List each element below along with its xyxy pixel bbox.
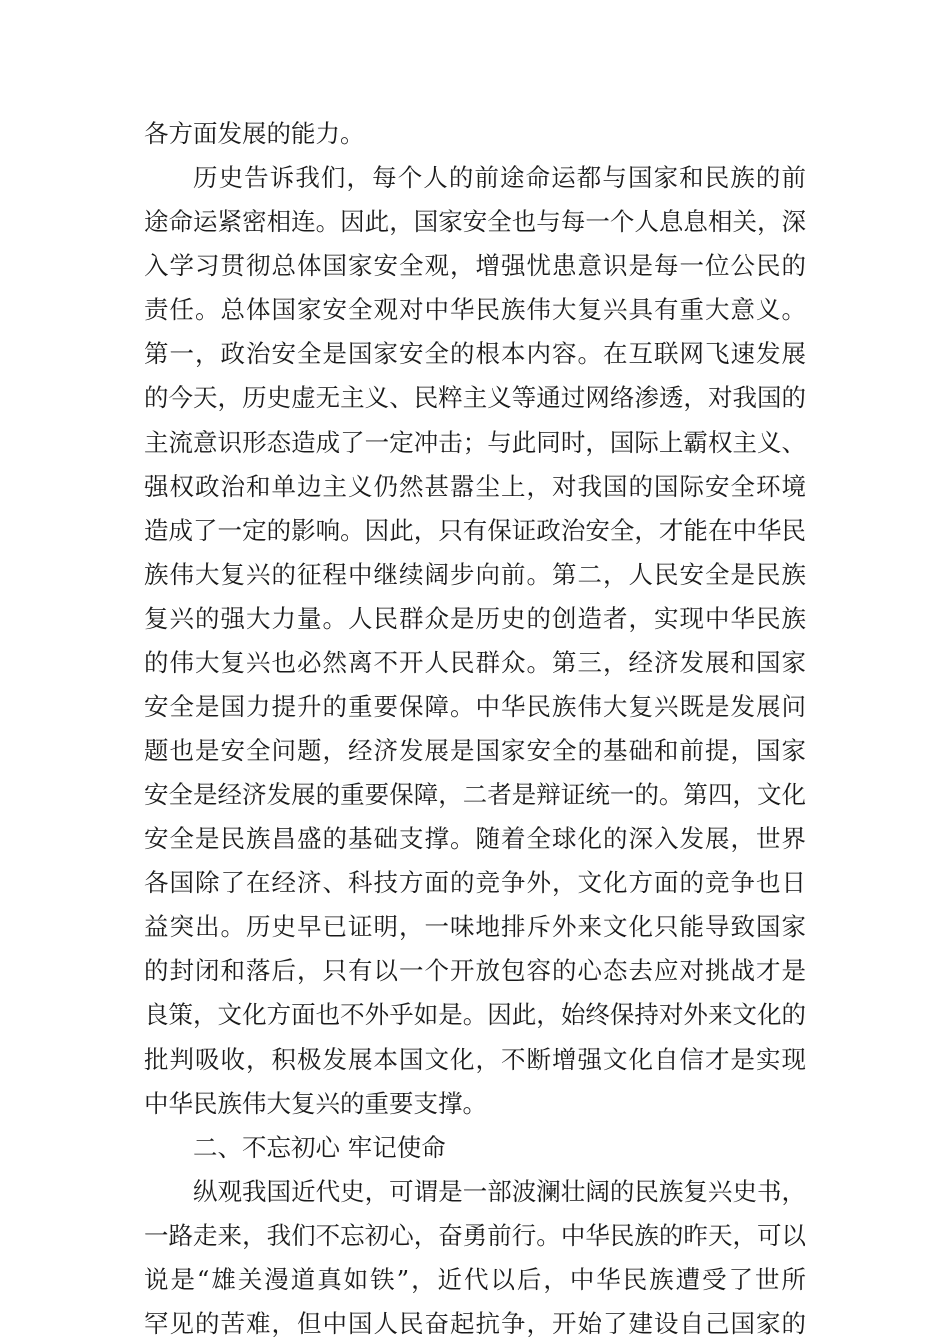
- text-line: 安全是国力提升的重要保障。中华民族伟大复兴既是发展问: [144, 692, 806, 721]
- text-line: 第一，政治安全是国家安全的根本内容。在互联网飞速发展: [144, 339, 806, 368]
- paragraph-first-line: 纵观我国近代史，可谓是一部波澜壮阔的民族复兴史书，: [193, 1177, 806, 1206]
- text-line: 的封闭和落后，只有以一个开放包容的心态去应对挑战才是: [144, 956, 806, 985]
- text-line: 安全是经济发展的重要保障，二者是辩证统一的。第四，文化: [144, 780, 806, 809]
- text-line: 良策，文化方面也不外乎如是。因此，始终保持对外来文化的: [144, 1000, 806, 1029]
- text-line: 主流意识形态造成了一定冲击；与此同时，国际上霸权主义、: [144, 428, 806, 457]
- text-line: 罕见的苦难，但中国人民奋起抗争，开始了建设自己国家的: [144, 1309, 806, 1338]
- text-line: 的今天，历史虚无主义、民粹主义等通过网络渗透，对我国的: [144, 383, 806, 412]
- text-line: 复兴的强大力量。人民群众是历史的创造者，实现中华民族: [144, 604, 806, 633]
- text-line: 说是“雄关漫道真如铁”，近代以后，中华民族遭受了世所: [144, 1265, 806, 1294]
- text-line: 强权政治和单边主义仍然甚嚣尘上，对我国的国际安全环境: [144, 472, 806, 501]
- text-line: 途命运紧密相连。因此，国家安全也与每一个人息息相关，深: [144, 207, 806, 236]
- text-line: 责任。总体国家安全观对中华民族伟大复兴具有重大意义。: [144, 295, 806, 324]
- text-line: 各国除了在经济、科技方面的竞争外，文化方面的竞争也日: [144, 868, 806, 897]
- text-line: 一路走来，我们不忘初心，奋勇前行。中华民族的昨天，可以: [144, 1221, 806, 1250]
- text-line: 题也是安全问题，经济发展是国家安全的基础和前提，国家: [144, 736, 806, 765]
- text-line: 各方面发展的能力。: [144, 119, 365, 148]
- text-line: 的伟大复兴也必然离不开人民群众。第三，经济发展和国家: [144, 648, 806, 677]
- text-line: 造成了一定的影响。因此，只有保证政治安全，才能在中华民: [144, 516, 806, 545]
- text-line: 益突出。历史早已证明，一味地排斥外来文化只能导致国家: [144, 912, 806, 941]
- text-line: 批判吸收，积极发展本国文化，不断增强文化自信才是实现: [144, 1045, 806, 1074]
- text-line: 安全是民族昌盛的基础支撑。随着全球化的深入发展，世界: [144, 824, 806, 853]
- paragraph-first-line: 历史告诉我们，每个人的前途命运都与国家和民族的前: [193, 163, 806, 192]
- text-line: 入学习贯彻总体国家安全观，增强忧患意识是每一位公民的: [144, 251, 806, 280]
- section-heading: 二、不忘初心 牢记使命: [193, 1133, 446, 1162]
- text-line: 族伟大复兴的征程中继续阔步向前。第二，人民安全是民族: [144, 560, 806, 589]
- text-line: 中华民族伟大复兴的重要支撑。: [144, 1089, 487, 1118]
